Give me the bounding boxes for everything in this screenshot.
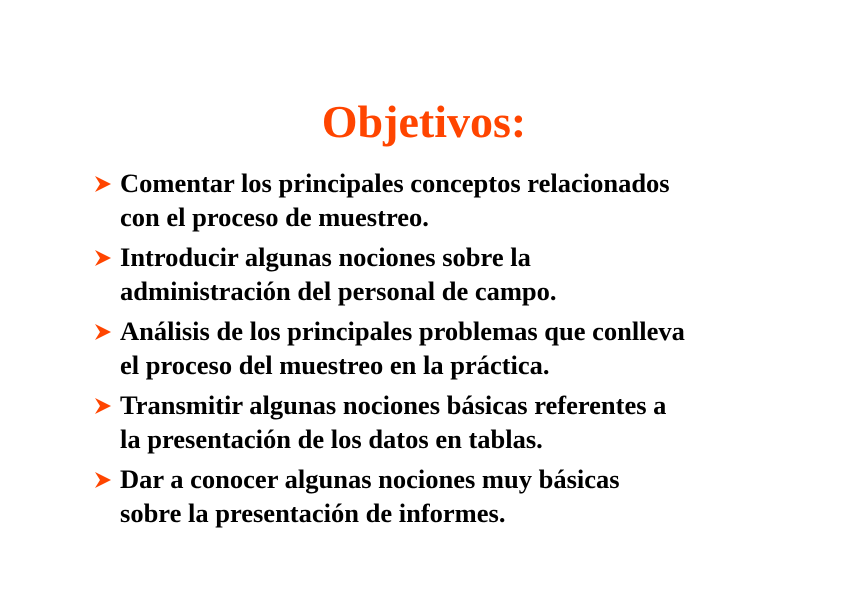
list-item — [94, 388, 794, 456]
list-item — [94, 462, 794, 530]
list-item-line: administración del personal de campo. — [120, 276, 557, 306]
arrowhead-bullet-icon — [94, 471, 112, 489]
list-item-line: sobre la presentación de informes. — [120, 498, 506, 528]
list-item — [94, 166, 794, 234]
list-item-line: Dar a conocer algunas nociones muy básicas — [120, 464, 620, 494]
list-item-line: el proceso del muestreo en la práctica. — [120, 350, 550, 380]
list-item-line: Comentar los principales conceptos relacionados — [120, 168, 670, 198]
list-item-line: Análisis de los principales problemas que conlleva — [120, 316, 685, 346]
objectives-list — [94, 166, 794, 536]
slide-title: Objetivos: — [321, 96, 527, 147]
arrowhead-bullet-icon — [94, 249, 112, 267]
list-item-line: con el proceso de muestreo. — [120, 202, 429, 232]
list-item-line: Transmitir algunas nociones básicas referentes a — [120, 390, 667, 420]
arrowhead-bullet-icon — [94, 175, 112, 193]
list-item-line: Introducir algunas nociones sobre la — [120, 242, 531, 272]
list-item — [94, 240, 794, 308]
list-item — [94, 314, 794, 382]
arrowhead-bullet-icon — [94, 323, 112, 341]
list-item-line: la presentación de los datos en tablas. — [120, 424, 543, 454]
arrowhead-bullet-icon — [94, 397, 112, 415]
